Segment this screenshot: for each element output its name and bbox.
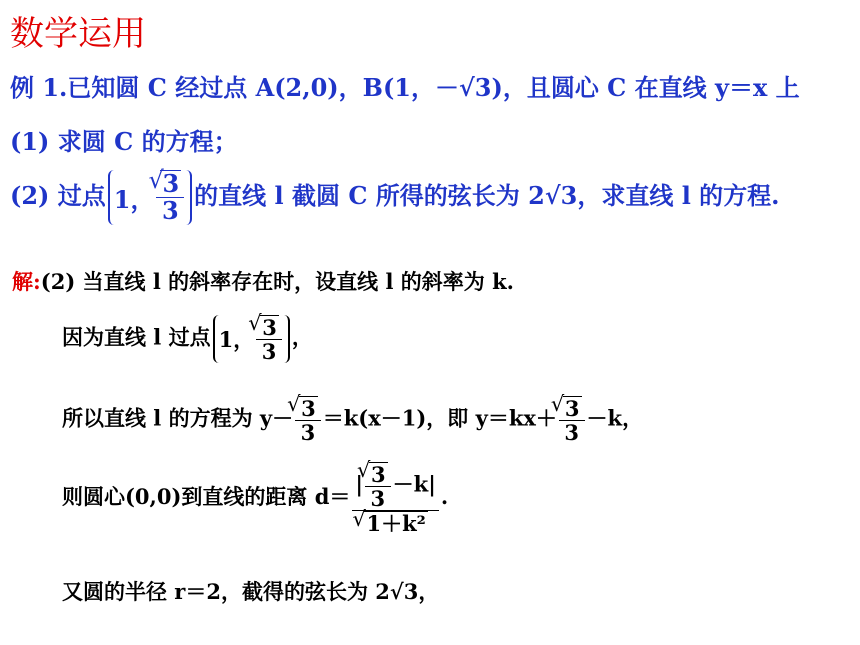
point-den-2: 3 (261, 339, 277, 365)
solution-line-3 (62, 396, 643, 444)
page-title: 数学运用 (10, 14, 146, 54)
point-fraction-2 (256, 315, 282, 363)
point-bracket (108, 170, 192, 225)
problem-part-2 (10, 170, 780, 225)
problem-line-1: 例 1.已知圆 C 经过点 A(2,0)，B(1，－√3)，且圆心 C 在直线 y＝x 上 (10, 73, 800, 102)
point-num-2: √ 3 (260, 315, 279, 339)
solution-text-3c: －k， (586, 405, 644, 431)
solution-label: 解: (12, 269, 41, 294)
line3-fraction-a (295, 396, 321, 444)
distance-den: √ 1＋k² (364, 511, 427, 535)
distance-fraction (352, 462, 438, 535)
solution-text-4-suffix: . (440, 484, 449, 510)
problem-part-1: (1) 求圆 C 的方程； (10, 127, 238, 156)
solution-text-2: 因为直线 l 过点 (62, 324, 211, 350)
part2-suffix: 的直线 l 截圆 C 所得的弦长为 2√3，求直线 l 的方程. (194, 180, 780, 210)
abs-bar-right: －k| (392, 471, 436, 497)
line3-fraction-b (559, 396, 585, 444)
solution-text-2-suffix: ， (291, 324, 313, 350)
solution-line-1 (12, 266, 514, 296)
line3-num-b: √ 3 (563, 396, 582, 420)
point-fraction (156, 170, 184, 225)
inner-num: √ 3 (369, 462, 388, 486)
solution-line-5: 又圆的半径 r＝2，截得的弦长为 2√3， (62, 579, 440, 604)
point-num: √ 3 (160, 170, 181, 197)
solution-line-4 (62, 462, 448, 535)
line3-den-a: 3 (300, 420, 316, 446)
point-den: 3 (161, 196, 179, 226)
part2-prefix: (2) 过点 (10, 180, 106, 210)
solution-text-3b: ＝k(x－1)，即 y＝kx＋ (322, 405, 557, 431)
inner-den: 3 (370, 486, 386, 512)
solution-text-1: (2) 当直线 l 的斜率存在时，设直线 l 的斜率为 k. (40, 269, 514, 294)
line3-num-a: √ 3 (299, 396, 318, 420)
point-x-2: 1， (218, 327, 255, 353)
point-bracket-2 (213, 315, 290, 363)
solution-text-3a: 所以直线 l 的方程为 y－ (62, 405, 294, 431)
abs-bar-left: | (355, 471, 364, 497)
point-x: 1， (113, 184, 155, 214)
line3-den-b: 3 (564, 420, 580, 446)
solution-text-4: 则圆心(0,0)到直线的距离 d＝ (62, 484, 351, 510)
inner-fraction (365, 462, 391, 510)
solution-line-2 (62, 315, 313, 363)
